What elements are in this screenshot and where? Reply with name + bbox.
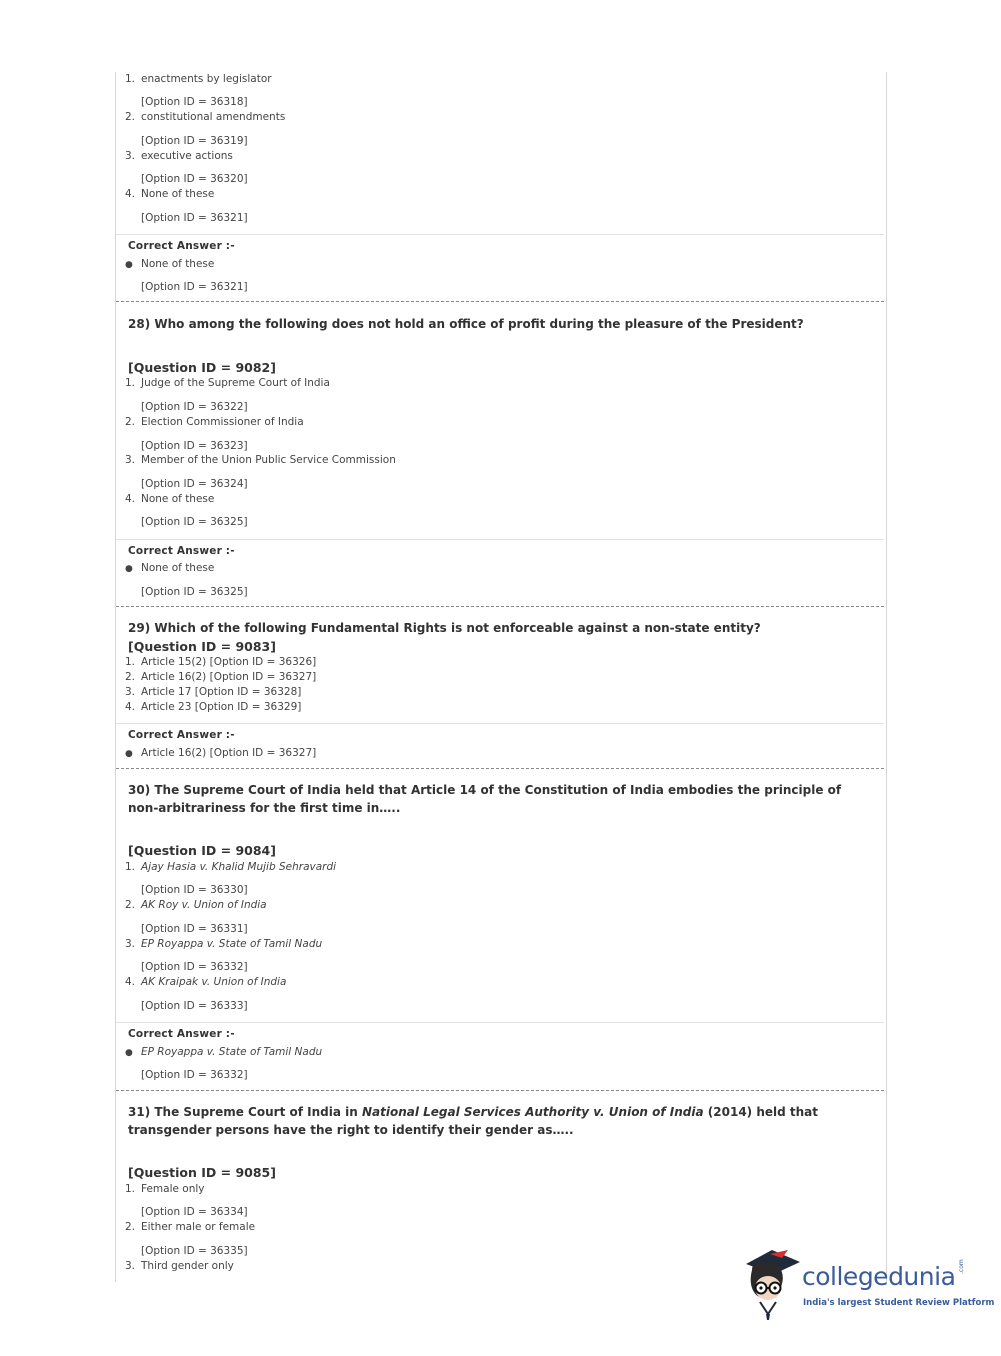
q30-question: 30) The Supreme Court of India held that Article 14 of the Constitution of India embodies the principle of non-arbitrariness for the first time in….. [128, 783, 842, 815]
q29-correct-answer: ● Article 16(2) [Option ID = 36327] [125, 747, 317, 759]
q28-option-2-id: [Option ID = 36323] [141, 440, 248, 452]
q27-option-1-id: [Option ID = 36318] [141, 96, 248, 108]
q29-option-3: 3. Article 17 [Option ID = 36328] [125, 686, 302, 698]
q28-option-3-id: [Option ID = 36324] [141, 478, 248, 490]
question-separator [116, 1090, 884, 1091]
q28-option-4: 4. None of these [125, 493, 215, 505]
q27-option-2-id: [Option ID = 36319] [141, 135, 248, 147]
q30-option-4: 4. AK Kraipak v. Union of India [125, 976, 287, 988]
q27-correct-answer: ● None of these [125, 258, 215, 270]
q27-option-3-id: [Option ID = 36320] [141, 173, 248, 185]
q28-option-4-id: [Option ID = 36325] [141, 516, 248, 528]
q29-correct-label: Correct Answer :- [128, 729, 235, 741]
q30-option-1: 1. Ajay Hasia v. Khalid Mujib Sehravardi [125, 861, 337, 873]
q31-question-id: [Question ID = 9085] [128, 1165, 276, 1180]
q27-option-2: 2. constitutional amendments [125, 111, 286, 123]
q28-correct-answer: ● None of these [125, 562, 215, 574]
q31-option-1-id: [Option ID = 36334] [141, 1206, 248, 1218]
q28-option-1: 1. Judge of the Supreme Court of India [125, 377, 330, 389]
q28-question: 28) Who among the following does not hold an office of profit during the pleasure of the President? [128, 317, 804, 331]
q31-option-1: 1. Female only [125, 1183, 205, 1195]
divider [116, 723, 884, 724]
q30-correct-answer: ● EP Royappa v. State of Tamil Nadu [125, 1046, 323, 1058]
bullet-icon: ● [125, 260, 133, 270]
q27-option-4: 4. None of these [125, 188, 215, 200]
q31-option-3: 3. Third gender only [125, 1260, 234, 1272]
q29-option-1: 1. Article 15(2) [Option ID = 36326] [125, 656, 317, 668]
q28-question-id: [Question ID = 9082] [128, 360, 276, 375]
q31-case-name: National Legal Services Authority v. Union of India [361, 1105, 704, 1119]
q30-option-1-id: [Option ID = 36330] [141, 884, 248, 896]
q27-option-1: 1. enactments by legislator [125, 73, 272, 85]
q27-correct-label: Correct Answer :- [128, 240, 235, 252]
q31-option-2: 2. Either male or female [125, 1221, 256, 1233]
q28-option-1-id: [Option ID = 36322] [141, 401, 248, 413]
q30-option-2-id: [Option ID = 36331] [141, 923, 248, 935]
q30-option-2: 2. AK Roy v. Union of India [125, 899, 267, 911]
q30-option-3-id: [Option ID = 36332] [141, 961, 248, 973]
logo-suffix: .com [958, 1259, 965, 1274]
q30-correct-id: [Option ID = 36332] [141, 1069, 248, 1081]
q27-option-4-id: [Option ID = 36321] [141, 212, 248, 224]
logo-tagline: India's largest Student Review Platform [803, 1298, 995, 1308]
q28-correct-label: Correct Answer :- [128, 545, 235, 557]
logo-wordmark: collegedunia [802, 1262, 956, 1291]
q31-option-2-id: [Option ID = 36335] [141, 1245, 248, 1257]
q29-option-4: 4. Article 23 [Option ID = 36329] [125, 701, 302, 713]
bullet-icon: ● [125, 564, 133, 574]
q28-option-3: 3. Member of the Union Public Service Commission [125, 454, 396, 466]
divider [116, 1022, 884, 1023]
question-separator [116, 301, 884, 302]
divider [116, 234, 884, 235]
q28-correct-id: [Option ID = 36325] [141, 586, 248, 598]
q31-question: 31) The Supreme Court of India in National Legal Services Authority v. Union of India (2014) held that transgender persons have the right to identify their gender as….. [128, 1105, 819, 1137]
q30-question-id: [Question ID = 9084] [128, 843, 276, 858]
q29-question-id: [Question ID = 9083] [128, 639, 276, 654]
q27-option-3: 3. executive actions [125, 150, 233, 162]
bullet-icon: ● [125, 749, 133, 759]
divider [116, 539, 884, 540]
question-separator [116, 768, 884, 769]
q27-correct-id: [Option ID = 36321] [141, 281, 248, 293]
q29-option-2: 2. Article 16(2) [Option ID = 36327] [125, 671, 317, 683]
bullet-icon: ● [125, 1048, 133, 1058]
q30-correct-label: Correct Answer :- [128, 1028, 235, 1040]
q29-question: 29) Which of the following Fundamental Rights is not enforceable against a non-state entity? [128, 621, 761, 635]
q28-option-2: 2. Election Commissioner of India [125, 416, 304, 428]
question-separator [116, 606, 884, 607]
q30-option-3: 3. EP Royappa v. State of Tamil Nadu [125, 938, 323, 950]
q30-option-4-id: [Option ID = 36333] [141, 1000, 248, 1012]
